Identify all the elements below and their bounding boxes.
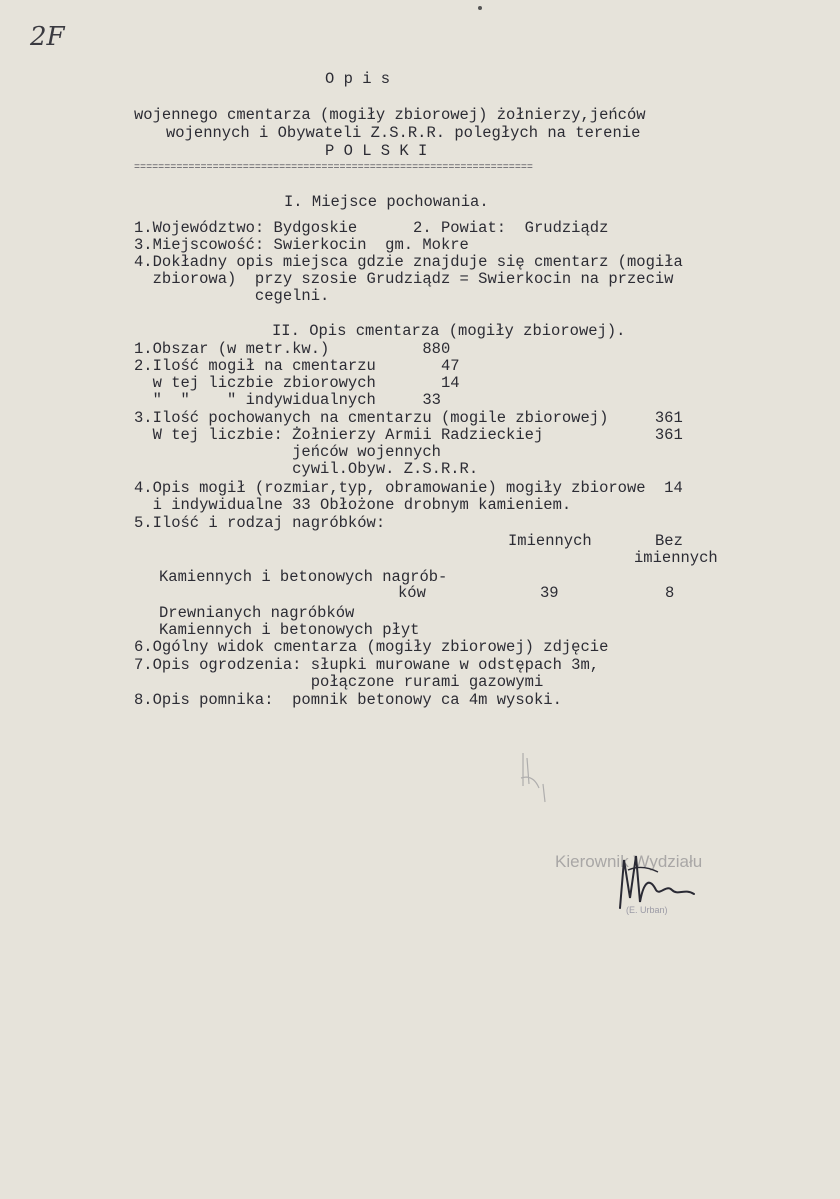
subtitle-line-2: wojennych i Obywateli Z.S.R.R. poległych na terenie [166, 124, 641, 142]
item-monument: 8.Opis pomnika: pomnik betonowy ca 4m wysoki. [134, 691, 562, 709]
section-2-heading: II. Opis cmentarza (mogiły zbiorowej). [272, 322, 626, 340]
stamp-title: Kierownik Wydziału [555, 852, 703, 871]
subtitle-line-1: wojennego cmentarza (mogiły zbiorowej) żołnierzy,jeńców [134, 106, 646, 124]
item-general-view: 6.Ogólny widok cmentarza (mogiły zbiorowej) zdjęcie [134, 638, 609, 656]
item-civilians: cywil.Obyw. Z.S.R.R. [134, 460, 479, 478]
tombstone-row-slab-label: Kamiennych i betonowych płyt [159, 621, 420, 639]
item-pow: jeńców wojennych [134, 443, 441, 461]
tombstone-row-stone-label: Kamiennych i betonowych nagrób- [159, 568, 448, 586]
item-graves-description-cont: i indywidualne 33 Obłożone drobnym kamieniem. [134, 496, 572, 514]
item-mass-graves: w tej liczbie zbiorowych 14 [134, 374, 460, 392]
item-soldiers: W tej liczbie: Żołnierzy Armii Radzieckiej 361 [134, 426, 683, 444]
tombstone-row-stone-named: 39 [540, 584, 559, 602]
column-header-unnamed-2: imiennych [634, 549, 718, 567]
section-1-line-1: 1.Województwo: Bydgoskie 2. Powiat: Grudziądz [134, 219, 609, 237]
subtitle-line-3: P O L S K I [325, 142, 428, 160]
section-1-line-5: cegelni. [134, 287, 330, 305]
signature [598, 850, 708, 920]
column-header-unnamed-1: Bez [655, 532, 683, 550]
item-fence-cont: połączone rurami gazowymi [134, 673, 544, 691]
item-fence: 7.Opis ogrodzenia: słupki murowane w odstępach 3m, [134, 656, 600, 674]
tombstone-row-stone-label-cont: ków [398, 584, 426, 602]
column-header-named: Imiennych [508, 532, 592, 550]
item-buried-count: 3.Ilość pochowanych na cmentarzu (mogile zbiorowej) 361 [134, 409, 683, 427]
handwritten-page-number: 2F [30, 22, 65, 52]
item-individual-graves: " " " indywidualnych 33 [134, 391, 441, 409]
section-1-line-3: 4.Dokładny opis miejsca gdzie znajduje się cmentarz (mogiła [134, 253, 683, 271]
item-area: 1.Obszar (w metr.kw.) 880 [134, 340, 451, 358]
paper-speck [478, 6, 482, 10]
section-1-line-4: zbiorowa) przy szosie Grudziądz = Swierkocin na przeciw [134, 270, 674, 288]
double-rule: ================================================================== [134, 161, 533, 172]
section-1-heading: I. Miejsce pochowania. [284, 193, 489, 211]
tombstone-row-stone-unnamed: 8 [665, 584, 675, 602]
document-title: O p i s [325, 70, 391, 88]
section-1-line-2: 3.Miejscowość: Swierkocin gm. Mokre [134, 236, 469, 254]
pencil-marks [515, 748, 555, 808]
stamp-name: (E. Urban) [626, 905, 668, 915]
item-graves-count: 2.Ilość mogił na cmentarzu 47 [134, 357, 460, 375]
item-tombstones: 5.Ilość i rodzaj nagróbków: [134, 514, 386, 532]
tombstone-row-wooden-label: Drewnianych nagróbków [159, 604, 355, 622]
item-graves-description: 4.Opis mogił (rozmiar,typ, obramowanie) mogiły zbiorowe 14 [134, 479, 683, 497]
